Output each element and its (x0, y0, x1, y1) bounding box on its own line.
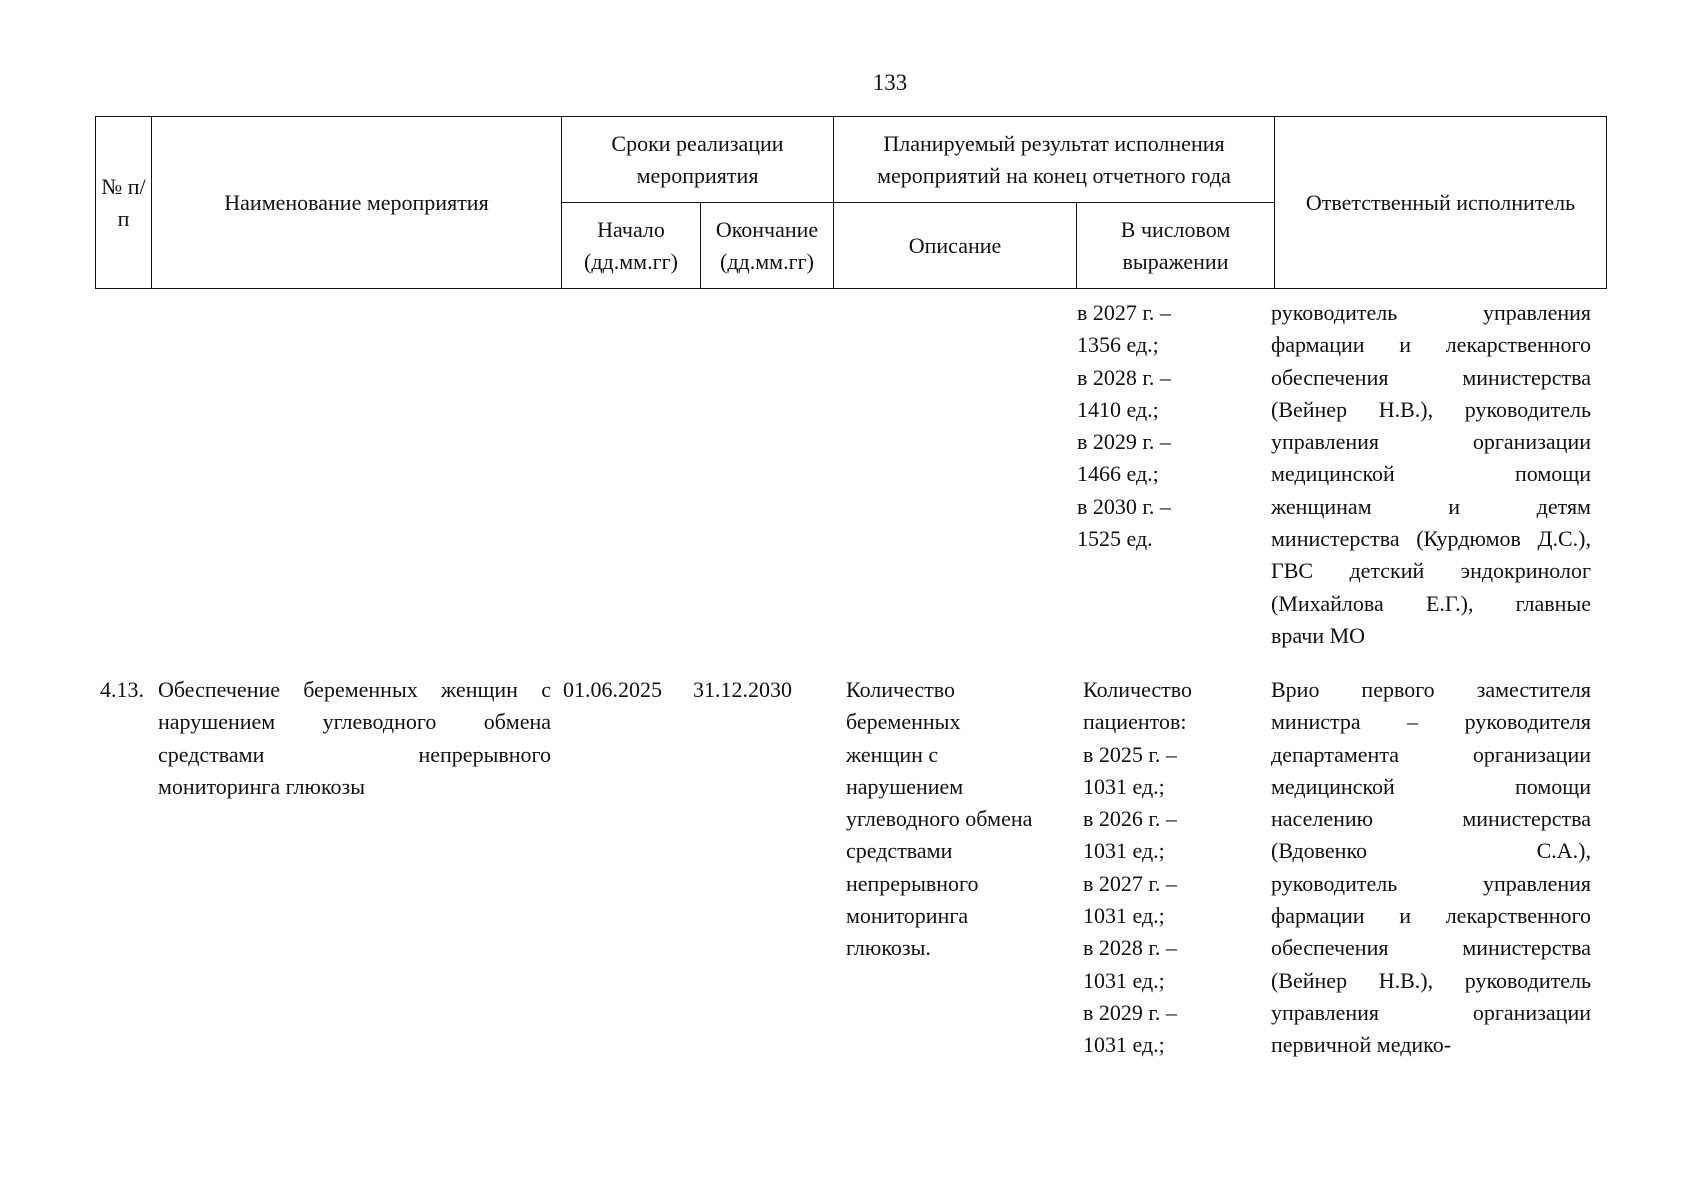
text-line: управления организации (1271, 999, 1591, 1025)
header-numeric: В числовом выражении (1077, 203, 1275, 289)
text-line: департамента организации (1271, 741, 1591, 767)
table-header (95, 116, 1607, 289)
text-line: в 2030 г. – (1077, 493, 1171, 519)
header-start: Начало (дд.мм.гг) (562, 203, 701, 289)
text-line: в 2025 г. – (1083, 741, 1177, 767)
text-line: в 2027 г. – (1083, 870, 1177, 896)
text-line: министерства (Курдюмов Д.С.), (1271, 526, 1591, 552)
text-line: Количество (1083, 677, 1193, 702)
text-line: в 2028 г. – (1077, 364, 1171, 390)
text-line: непрерывного (846, 870, 979, 896)
text-line: первичной медико- (1271, 1032, 1452, 1058)
text-line: обеспечения министерства (1271, 364, 1591, 390)
row-description (846, 674, 1066, 965)
text-line: пациентов: (1083, 709, 1187, 735)
text-line: (Вдовенко С.А.), (1271, 838, 1591, 864)
text-line: руководитель управления (1271, 300, 1591, 325)
text-line: ГВС детский эндокринолог (1271, 558, 1591, 584)
page-number: 133 (872, 70, 908, 95)
text-line: (Вейнер Н.В.), руководитель (1271, 396, 1591, 422)
text-line: 1031 ед.; (1083, 1032, 1165, 1058)
continuation-responsible (1271, 297, 1591, 652)
header-name: Наименование мероприятия (152, 117, 562, 289)
text-line: нарушением углеводного обмена (158, 709, 551, 735)
text-line: женщинам и детям (1271, 493, 1591, 519)
header-terms: Сроки реализации мероприятия (562, 117, 834, 203)
text-line: Обеспечение беременных женщин с (158, 677, 551, 702)
row-numeric (1083, 674, 1223, 1062)
text-line: обеспечения министерства (1271, 935, 1591, 961)
text-line: средствами непрерывного (158, 741, 551, 767)
text-line: 1466 ед.; (1077, 461, 1159, 487)
row-start-date: 01.06.2025 (563, 677, 662, 702)
header-description: Описание (834, 203, 1077, 289)
header-end: Окончание (дд.мм.гг) (701, 203, 834, 289)
text-line: глюкозы. (846, 935, 931, 961)
text-line: беременных (846, 709, 961, 735)
text-line: в 2029 г. – (1077, 429, 1171, 455)
text-line: фармации и лекарственного (1271, 332, 1591, 358)
text-line: (Вейнер Н.В.), руководитель (1271, 967, 1591, 993)
text-line: мониторинга (846, 903, 969, 929)
continuation-numeric (1077, 297, 1217, 555)
text-line: в 2026 г. – (1083, 806, 1177, 832)
header-number: № п/п (96, 117, 152, 289)
text-line: медицинской помощи (1271, 773, 1591, 799)
text-line: Врио первого заместителя (1271, 677, 1591, 702)
text-line: 1031 ед.; (1083, 838, 1165, 864)
text-line: в 2029 г. – (1083, 999, 1177, 1025)
text-line: средствами (846, 838, 953, 864)
row-number: 4.13. (100, 677, 144, 702)
text-line: 1031 ед.; (1083, 773, 1165, 799)
text-line: в 2028 г. – (1083, 935, 1177, 961)
row-end-date: 31.12.2030 (693, 677, 792, 702)
header-result: Планируемый результат исполнения мероприятий на конец отчетного года (834, 117, 1275, 203)
text-line: 1356 ед.; (1077, 332, 1159, 358)
text-line: фармации и лекарственного (1271, 903, 1591, 929)
text-line: министра – руководителя (1271, 709, 1591, 735)
text-line: медицинской помощи (1271, 461, 1591, 487)
text-line: 1410 ед.; (1077, 396, 1159, 422)
text-line: руководитель управления (1271, 870, 1591, 896)
text-line: 1525 ед. (1077, 526, 1153, 552)
text-line: населению министерства (1271, 806, 1591, 832)
header-responsible: Ответственный исполнитель (1275, 117, 1607, 289)
text-line: в 2027 г. – (1077, 300, 1171, 325)
text-line: мониторинга глюкозы (158, 773, 365, 799)
text-line: управления организации (1271, 429, 1591, 455)
text-line: нарушением (846, 773, 964, 799)
text-line: углеводного обмена (846, 806, 1033, 832)
text-line: 1031 ед.; (1083, 903, 1165, 929)
text-line: женщин с (846, 741, 939, 767)
text-line: 1031 ед.; (1083, 967, 1165, 993)
row-responsible (1271, 674, 1591, 1062)
text-line: Количество (846, 677, 956, 702)
row-name (158, 674, 551, 803)
text-line: врачи МО (1271, 622, 1366, 648)
text-line: (Михайлова Е.Г.), главные (1271, 590, 1591, 616)
